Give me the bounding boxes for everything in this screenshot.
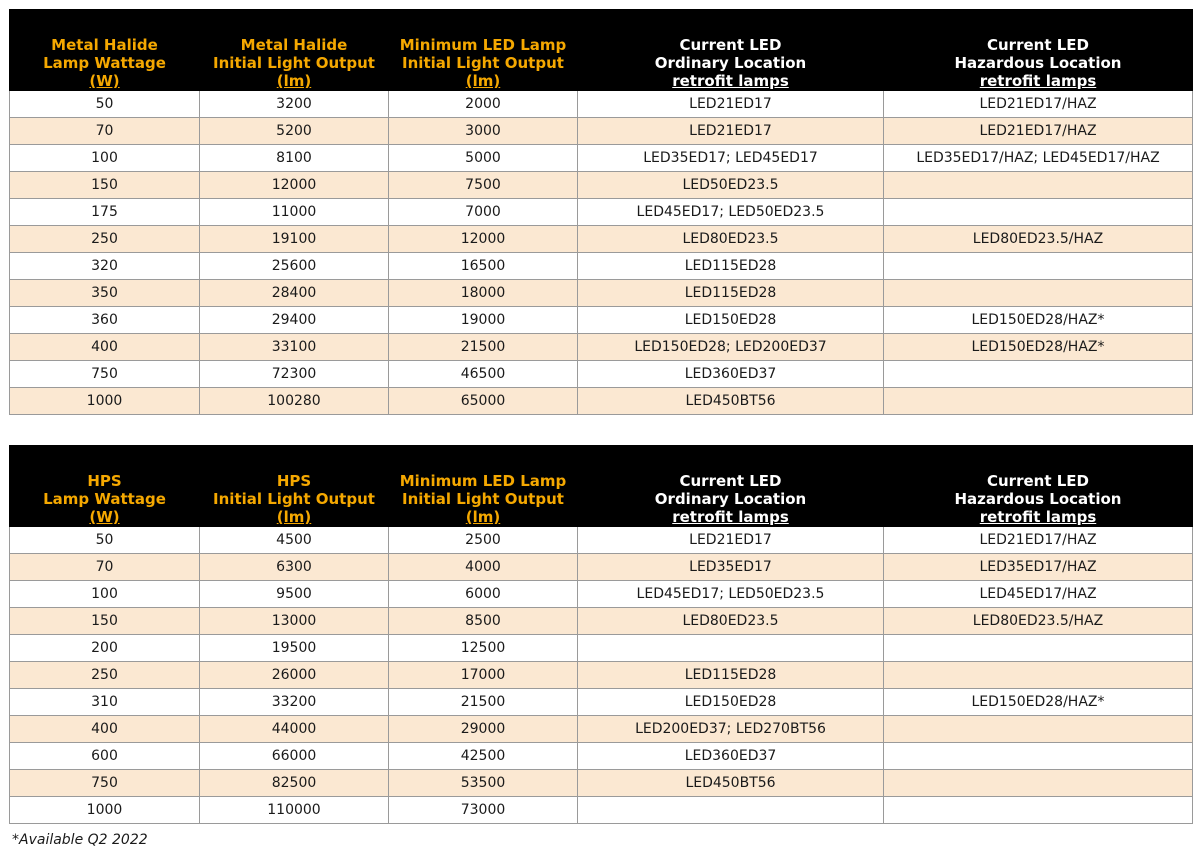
table-row bbox=[10, 770, 1193, 797]
header-line: Minimum LED Lamp bbox=[399, 472, 567, 490]
ordinary-retrofit-cell: LED150ED28 bbox=[578, 689, 884, 716]
light-output-cell: 4500 bbox=[200, 527, 389, 554]
hazardous-retrofit-cell bbox=[884, 635, 1193, 662]
wattage-cell: 70 bbox=[10, 554, 200, 581]
light-output-cell: 19100 bbox=[200, 226, 389, 253]
table-row bbox=[10, 118, 1193, 145]
table-row bbox=[10, 172, 1193, 199]
header-line: Current LED bbox=[679, 472, 782, 490]
hazardous-retrofit-cell bbox=[884, 743, 1193, 770]
ordinary-retrofit-cell: LED115ED28 bbox=[578, 662, 884, 689]
table-row bbox=[10, 635, 1193, 662]
hazardous-retrofit-cell bbox=[884, 770, 1193, 797]
hazardous-retrofit-cell bbox=[884, 199, 1193, 226]
wattage-cell: 100 bbox=[10, 581, 200, 608]
hazardous-retrofit-cell bbox=[884, 662, 1193, 689]
min-led-output-cell: 4000 bbox=[389, 554, 578, 581]
ordinary-retrofit-cell bbox=[578, 635, 884, 662]
hazardous-retrofit-cell bbox=[884, 797, 1193, 824]
table-row bbox=[10, 716, 1193, 743]
light-output-cell: 110000 bbox=[200, 797, 389, 824]
table-row bbox=[10, 797, 1193, 824]
hps-table bbox=[9, 445, 1193, 824]
min-led-output-cell: 2000 bbox=[389, 91, 578, 118]
header-line: retrofit lamps bbox=[672, 508, 789, 526]
light-output-cell: 29400 bbox=[200, 307, 389, 334]
min-led-output-header bbox=[389, 446, 578, 527]
min-led-output-cell: 12000 bbox=[389, 226, 578, 253]
min-led-output-cell: 6000 bbox=[389, 581, 578, 608]
ordinary-retrofit-cell: LED50ED23.5 bbox=[578, 172, 884, 199]
table-row bbox=[10, 689, 1193, 716]
hazardous-retrofit-cell: LED21ED17/HAZ bbox=[884, 118, 1193, 145]
hazardous-retrofit-cell: LED45ED17/HAZ bbox=[884, 581, 1193, 608]
light-output-cell: 11000 bbox=[200, 199, 389, 226]
header-line: HPS bbox=[87, 472, 122, 490]
ordinary-retrofit-cell: LED45ED17; LED50ED23.5 bbox=[578, 581, 884, 608]
header-line: Lamp Wattage bbox=[43, 490, 166, 508]
footnote: *Available Q2 2022 bbox=[12, 832, 148, 848]
min-led-output-cell: 53500 bbox=[389, 770, 578, 797]
hazardous-retrofit-cell: LED80ED23.5/HAZ bbox=[884, 608, 1193, 635]
min-led-output-cell: 5000 bbox=[389, 145, 578, 172]
table-body bbox=[10, 91, 1193, 415]
hazardous-retrofit-cell bbox=[884, 361, 1193, 388]
hazardous-location-header bbox=[884, 446, 1193, 527]
min-led-output-cell: 3000 bbox=[389, 118, 578, 145]
header-line: Current LED bbox=[987, 472, 1089, 490]
ordinary-retrofit-cell: LED200ED37; LED270BT56 bbox=[578, 716, 884, 743]
table-row bbox=[10, 334, 1193, 361]
table-row bbox=[10, 743, 1193, 770]
header-line: (lm) bbox=[276, 72, 312, 90]
light-output-cell: 6300 bbox=[200, 554, 389, 581]
hazardous-retrofit-cell: LED150ED28/HAZ* bbox=[884, 689, 1193, 716]
header-row bbox=[10, 446, 1193, 527]
hazardous-retrofit-cell: LED150ED28/HAZ* bbox=[884, 334, 1193, 361]
table-row bbox=[10, 527, 1193, 554]
ordinary-retrofit-cell: LED115ED28 bbox=[578, 253, 884, 280]
header-line: retrofit lamps bbox=[979, 72, 1097, 90]
ordinary-retrofit-cell: LED80ED23.5 bbox=[578, 226, 884, 253]
header-line: Ordinary Location bbox=[654, 54, 807, 72]
hazardous-location-header bbox=[884, 10, 1193, 91]
lamp-wattage-header bbox=[10, 446, 200, 527]
min-led-output-cell: 2500 bbox=[389, 527, 578, 554]
table-row bbox=[10, 581, 1193, 608]
wattage-cell: 70 bbox=[10, 118, 200, 145]
ordinary-retrofit-cell: LED360ED37 bbox=[578, 743, 884, 770]
hazardous-retrofit-cell: LED35ED17/HAZ; LED45ED17/HAZ bbox=[884, 145, 1193, 172]
min-led-output-cell: 21500 bbox=[389, 689, 578, 716]
metal-halide-table bbox=[9, 9, 1193, 415]
wattage-cell: 50 bbox=[10, 91, 200, 118]
light-output-cell: 13000 bbox=[200, 608, 389, 635]
light-output-cell: 5200 bbox=[200, 118, 389, 145]
hazardous-retrofit-cell: LED150ED28/HAZ* bbox=[884, 307, 1193, 334]
min-led-output-cell: 7500 bbox=[389, 172, 578, 199]
wattage-cell: 175 bbox=[10, 199, 200, 226]
table-row bbox=[10, 226, 1193, 253]
min-led-output-cell: 46500 bbox=[389, 361, 578, 388]
min-led-output-cell: 7000 bbox=[389, 199, 578, 226]
table-row bbox=[10, 280, 1193, 307]
header-line: Initial Light Output bbox=[213, 490, 375, 508]
hazardous-retrofit-cell: LED21ED17/HAZ bbox=[884, 91, 1193, 118]
light-output-cell: 12000 bbox=[200, 172, 389, 199]
table-row bbox=[10, 145, 1193, 172]
min-led-output-cell: 21500 bbox=[389, 334, 578, 361]
header-line: Initial Light Output bbox=[213, 54, 375, 72]
ordinary-retrofit-cell: LED35ED17; LED45ED17 bbox=[578, 145, 884, 172]
hazardous-retrofit-cell: LED21ED17/HAZ bbox=[884, 527, 1193, 554]
table-row bbox=[10, 608, 1193, 635]
min-led-output-cell: 73000 bbox=[389, 797, 578, 824]
table-header bbox=[10, 10, 1193, 91]
header-line: Initial Light Output bbox=[402, 54, 564, 72]
light-output-cell: 3200 bbox=[200, 91, 389, 118]
min-led-output-cell: 8500 bbox=[389, 608, 578, 635]
table-row bbox=[10, 662, 1193, 689]
wattage-cell: 750 bbox=[10, 361, 200, 388]
table-body bbox=[10, 527, 1193, 824]
light-output-cell: 72300 bbox=[200, 361, 389, 388]
min-led-output-cell: 17000 bbox=[389, 662, 578, 689]
table-header bbox=[10, 446, 1193, 527]
ordinary-retrofit-cell bbox=[578, 797, 884, 824]
light-output-cell: 25600 bbox=[200, 253, 389, 280]
lamp-wattage-header bbox=[10, 10, 200, 91]
wattage-cell: 100 bbox=[10, 145, 200, 172]
light-output-header bbox=[200, 446, 389, 527]
wattage-cell: 310 bbox=[10, 689, 200, 716]
wattage-cell: 250 bbox=[10, 226, 200, 253]
ordinary-location-header bbox=[578, 10, 884, 91]
wattage-cell: 1000 bbox=[10, 388, 200, 415]
wattage-cell: 150 bbox=[10, 608, 200, 635]
light-output-cell: 19500 bbox=[200, 635, 389, 662]
ordinary-retrofit-cell: LED115ED28 bbox=[578, 280, 884, 307]
light-output-cell: 26000 bbox=[200, 662, 389, 689]
hazardous-retrofit-cell bbox=[884, 172, 1193, 199]
header-line: Metal Halide bbox=[240, 36, 348, 54]
header-line: (W) bbox=[89, 508, 120, 526]
ordinary-retrofit-cell: LED21ED17 bbox=[578, 91, 884, 118]
header-line: Current LED bbox=[679, 36, 782, 54]
min-led-output-cell: 42500 bbox=[389, 743, 578, 770]
table-row bbox=[10, 554, 1193, 581]
table-row bbox=[10, 91, 1193, 118]
light-output-cell: 44000 bbox=[200, 716, 389, 743]
hazardous-retrofit-cell bbox=[884, 388, 1193, 415]
min-led-output-header bbox=[389, 10, 578, 91]
header-line: Hazardous Location bbox=[954, 490, 1122, 508]
hazardous-retrofit-cell bbox=[884, 716, 1193, 743]
light-output-cell: 33200 bbox=[200, 689, 389, 716]
header-line: (lm) bbox=[276, 508, 312, 526]
light-output-cell: 8100 bbox=[200, 145, 389, 172]
header-line: retrofit lamps bbox=[672, 72, 789, 90]
header-line: Minimum LED Lamp bbox=[399, 36, 567, 54]
ordinary-retrofit-cell: LED360ED37 bbox=[578, 361, 884, 388]
wattage-cell: 400 bbox=[10, 334, 200, 361]
wattage-cell: 600 bbox=[10, 743, 200, 770]
wattage-cell: 150 bbox=[10, 172, 200, 199]
wattage-cell: 1000 bbox=[10, 797, 200, 824]
header-line: Initial Light Output bbox=[402, 490, 564, 508]
hazardous-retrofit-cell: LED35ED17/HAZ bbox=[884, 554, 1193, 581]
wattage-cell: 360 bbox=[10, 307, 200, 334]
wattage-cell: 750 bbox=[10, 770, 200, 797]
wattage-cell: 250 bbox=[10, 662, 200, 689]
light-output-cell: 100280 bbox=[200, 388, 389, 415]
min-led-output-cell: 18000 bbox=[389, 280, 578, 307]
ordinary-location-header bbox=[578, 446, 884, 527]
header-line: Ordinary Location bbox=[654, 490, 807, 508]
wattage-cell: 320 bbox=[10, 253, 200, 280]
light-output-cell: 9500 bbox=[200, 581, 389, 608]
min-led-output-cell: 12500 bbox=[389, 635, 578, 662]
light-output-cell: 28400 bbox=[200, 280, 389, 307]
header-line: (W) bbox=[89, 72, 120, 90]
ordinary-retrofit-cell: LED150ED28 bbox=[578, 307, 884, 334]
ordinary-retrofit-cell: LED450BT56 bbox=[578, 388, 884, 415]
light-output-cell: 66000 bbox=[200, 743, 389, 770]
light-output-cell: 33100 bbox=[200, 334, 389, 361]
wattage-cell: 350 bbox=[10, 280, 200, 307]
header-line: Lamp Wattage bbox=[43, 54, 166, 72]
light-output-header bbox=[200, 10, 389, 91]
hazardous-retrofit-cell: LED80ED23.5/HAZ bbox=[884, 226, 1193, 253]
hazardous-retrofit-cell bbox=[884, 253, 1193, 280]
header-line: HPS bbox=[276, 472, 312, 490]
table-row bbox=[10, 253, 1193, 280]
ordinary-retrofit-cell: LED80ED23.5 bbox=[578, 608, 884, 635]
ordinary-retrofit-cell: LED21ED17 bbox=[578, 118, 884, 145]
ordinary-retrofit-cell: LED45ED17; LED50ED23.5 bbox=[578, 199, 884, 226]
table-row bbox=[10, 388, 1193, 415]
header-line: retrofit lamps bbox=[979, 508, 1097, 526]
wattage-cell: 200 bbox=[10, 635, 200, 662]
table-row bbox=[10, 361, 1193, 388]
header-line: (lm) bbox=[465, 72, 501, 90]
min-led-output-cell: 65000 bbox=[389, 388, 578, 415]
header-line: Metal Halide bbox=[51, 36, 158, 54]
wattage-cell: 400 bbox=[10, 716, 200, 743]
min-led-output-cell: 29000 bbox=[389, 716, 578, 743]
ordinary-retrofit-cell: LED450BT56 bbox=[578, 770, 884, 797]
header-row bbox=[10, 10, 1193, 91]
table-row bbox=[10, 307, 1193, 334]
min-led-output-cell: 16500 bbox=[389, 253, 578, 280]
min-led-output-cell: 19000 bbox=[389, 307, 578, 334]
ordinary-retrofit-cell: LED150ED28; LED200ED37 bbox=[578, 334, 884, 361]
header-line: Current LED bbox=[987, 36, 1089, 54]
hazardous-retrofit-cell bbox=[884, 280, 1193, 307]
ordinary-retrofit-cell: LED21ED17 bbox=[578, 527, 884, 554]
ordinary-retrofit-cell: LED35ED17 bbox=[578, 554, 884, 581]
header-line: Hazardous Location bbox=[954, 54, 1122, 72]
header-line: (lm) bbox=[465, 508, 501, 526]
table-row bbox=[10, 199, 1193, 226]
wattage-cell: 50 bbox=[10, 527, 200, 554]
light-output-cell: 82500 bbox=[200, 770, 389, 797]
